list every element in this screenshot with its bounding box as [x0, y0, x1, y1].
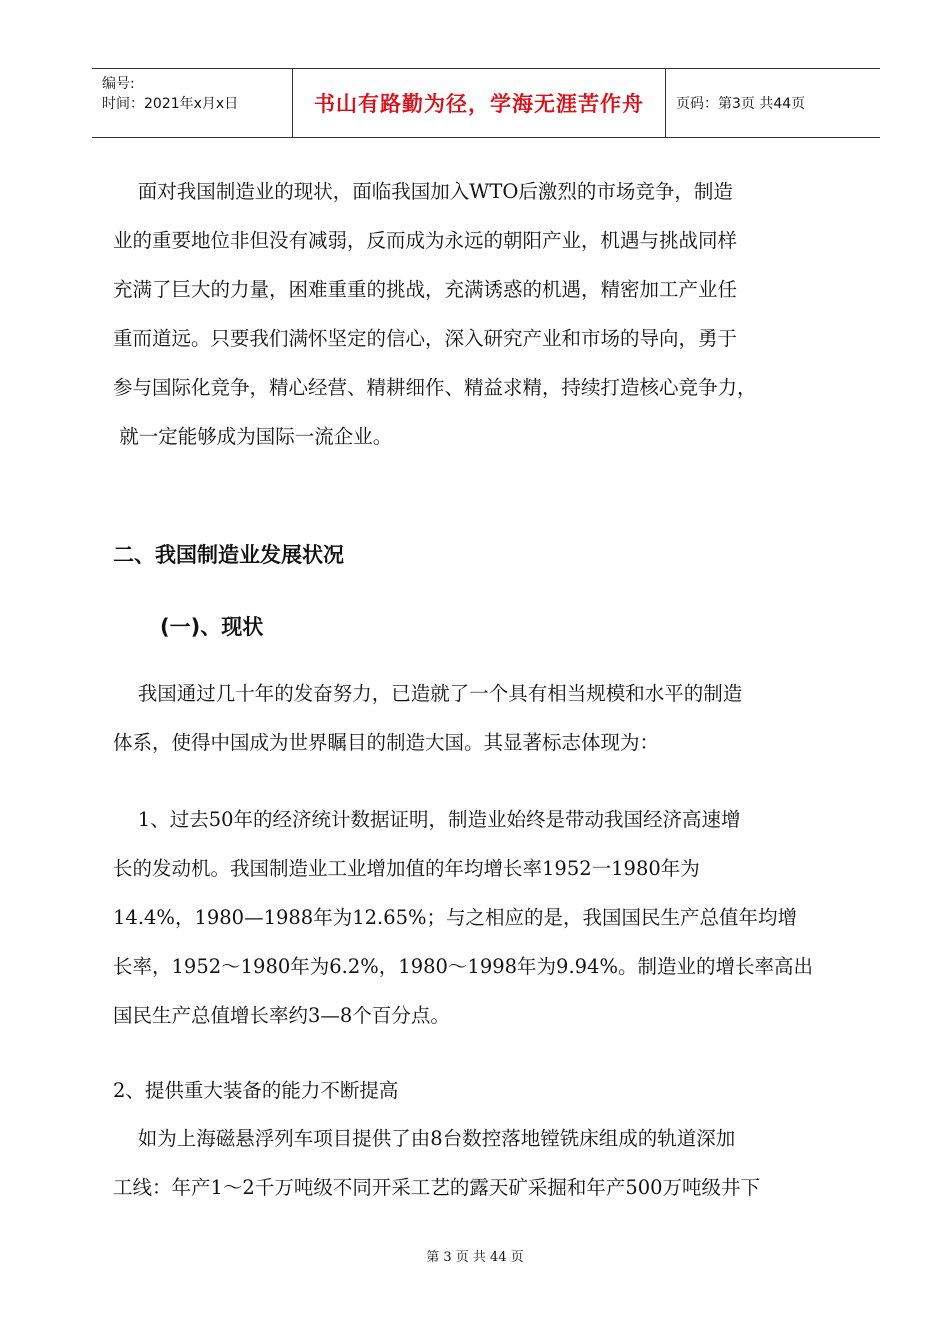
paragraph-line: 重而道远。只要我们满怀坚定的信心，深入研究产业和市场的导向，勇于 — [113, 327, 738, 350]
section-heading: 二、我国制造业发展状况 — [113, 543, 344, 567]
paragraph-line: 体系，使得中国成为世界瞩目的制造大国。其显著标志体现为： — [113, 731, 660, 754]
paragraph-line: 14.4%，1980—1988年为12.65%；与之相应的是，我国国民生产总值年均增 — [113, 906, 798, 929]
header-meta-cell — [92, 69, 293, 137]
paragraph-3 — [113, 795, 858, 1040]
paragraph-line: 就一定能够成为国际一流企业。 — [113, 425, 393, 448]
paragraph-line: 如为上海磁悬浮列车项目提供了由8台数控落地镗铣床组成的轨道深加 — [113, 1127, 736, 1150]
paragraph-line: 长的发动机。我国制造业工业增加值的年均增长率1952一1980年为 — [113, 857, 700, 880]
paragraph-line: 充满了巨大的力量，困难重重的挑战，充满诱惑的机遇，精密加工产业任 — [113, 278, 738, 301]
paragraph-line: 1、过去50年的经济统计数据证明，制造业始终是带动我国经济高速增 — [113, 808, 741, 831]
paragraph-4 — [113, 1114, 858, 1212]
paragraph-line: 工线：年产1～2千万吨级不同开采工艺的露天矿采掘和年产500万吨级井下 — [113, 1176, 761, 1199]
paragraph-2 — [113, 669, 858, 767]
paragraph-line: 国民生产总值增长率约3—8个百分点。 — [113, 1004, 450, 1027]
number-label: 编号: — [102, 76, 135, 92]
paragraph-line: 面对我国制造业的现状，面临我国加入WTO后激烈的市场竞争，制造 — [113, 180, 733, 203]
page-info: 页码：第3页 共44页 — [676, 96, 806, 112]
time-label: 时间：2021年x月x日 — [102, 96, 239, 112]
header-motto-cell — [293, 69, 666, 137]
paragraph-line: 长率，1952～1980年为6.2%，1980～1998年为9.94%。制造业的增长率高出 — [113, 955, 813, 978]
page-footer: 第 3 页 共 44 页 — [426, 1250, 524, 1265]
motto-text: 书山有路勤为径，学海无涯苦作舟 — [314, 92, 644, 116]
page-header — [92, 68, 880, 138]
paragraph-line: 参与国际化竞争，精心经营、精耕细作、精益求精，持续打造核心竞争力， — [113, 376, 757, 399]
header-page-info-cell — [666, 69, 890, 137]
subsection-heading: (一)、现状 — [160, 615, 264, 639]
paragraph-1 — [113, 167, 858, 461]
paragraph-line: 我国通过几十年的发奋努力，已造就了一个具有相当规模和水平的制造 — [113, 682, 743, 705]
paragraph-line: 业的重要地位非但没有减弱，反而成为永远的朝阳产业，机遇与挑战同样 — [113, 229, 738, 252]
item-2-heading: 2、提供重大装备的能力不断提高 — [113, 1079, 399, 1102]
